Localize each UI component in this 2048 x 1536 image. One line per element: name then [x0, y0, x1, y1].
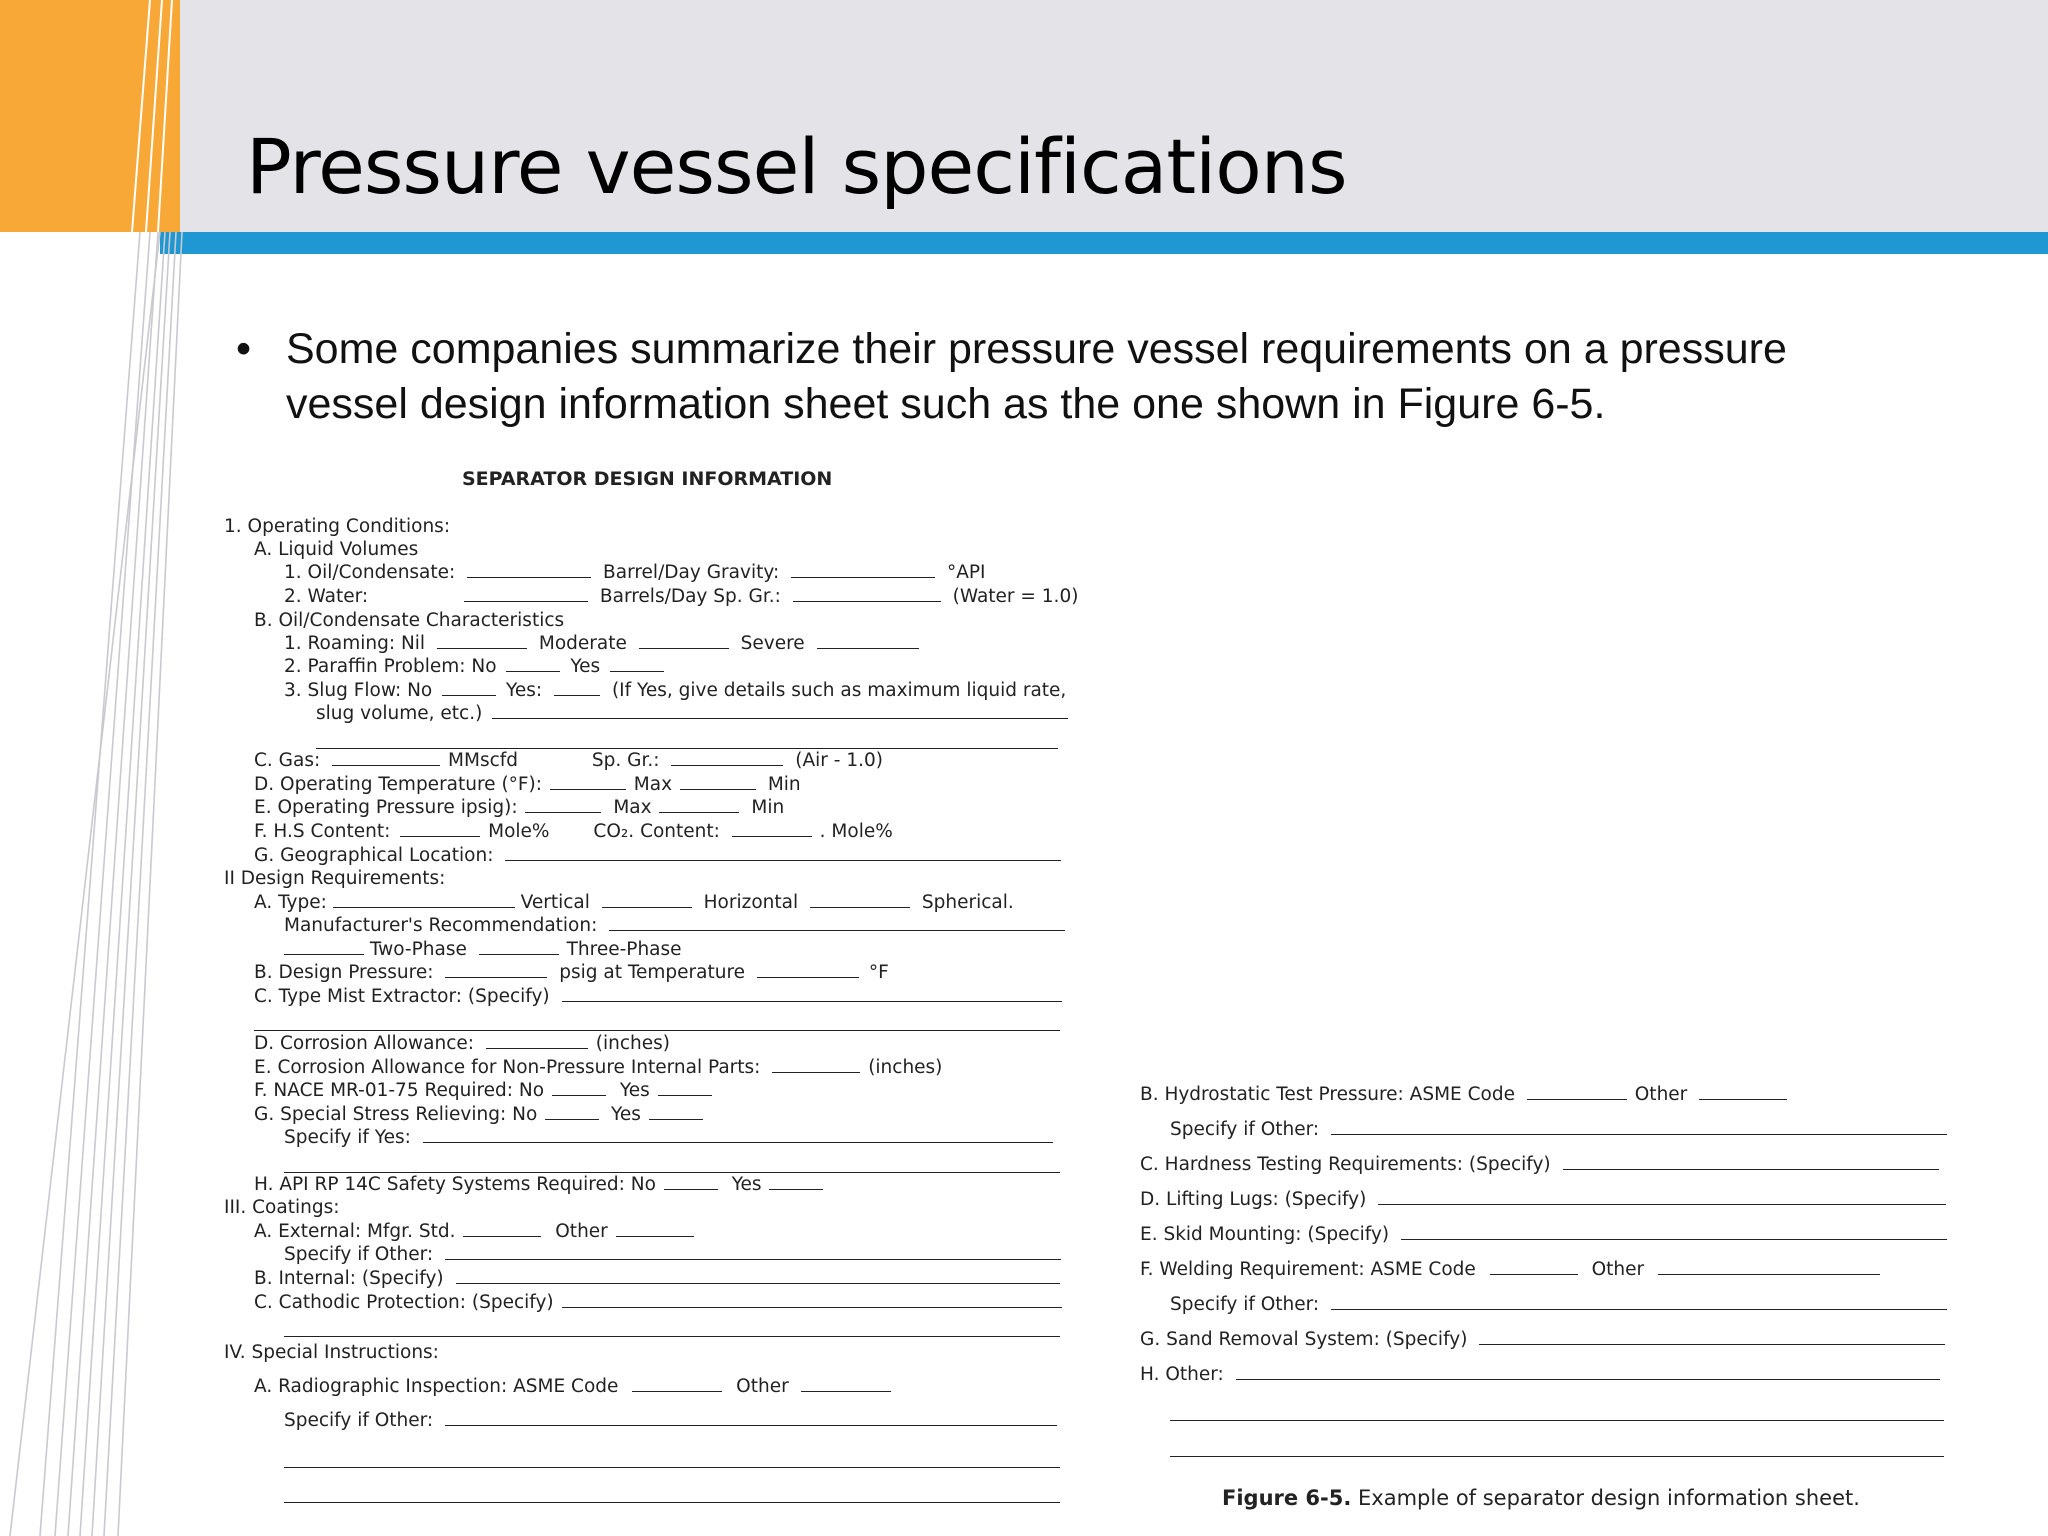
slug-yes-field[interactable] — [554, 681, 600, 696]
paraffin-row — [284, 656, 668, 677]
horizontal-field[interactable] — [810, 893, 910, 908]
co2-field[interactable] — [732, 822, 812, 837]
manufacturer-row — [284, 915, 1065, 936]
op-temp-label: D. Operating Temperature (°F): — [254, 774, 543, 795]
design-temp-field[interactable] — [757, 963, 859, 978]
specify-if-yes-line-2[interactable] — [284, 1172, 1060, 1173]
radiographic-specify-field[interactable] — [445, 1411, 1057, 1426]
welding-asme-field[interactable] — [1490, 1260, 1578, 1275]
bullet-text: Some companies summarize their pressure vessel requirements on a pressure vessel design information sheet such as the one shown in Figure 6-5. — [286, 325, 1787, 428]
oil-characteristics-label: B. Oil/Condensate Characteristics — [254, 610, 565, 631]
stress-relieving-row — [254, 1104, 703, 1125]
lifting-lugs-label: D. Lifting Lugs: (Specify) — [1140, 1189, 1367, 1210]
op-pressure-max-label: Max — [613, 797, 652, 818]
paraffin-yes-label: Yes — [570, 656, 601, 677]
geo-location-label: G. Geographical Location: — [254, 845, 494, 866]
oil-condensate-row — [284, 562, 986, 583]
sand-removal-field[interactable] — [1479, 1330, 1945, 1345]
moderate-label: Moderate — [538, 633, 627, 654]
type-field[interactable] — [333, 899, 515, 908]
section-3-heading: III. Coatings: — [224, 1197, 340, 1218]
slug-volume-row — [316, 703, 1068, 724]
internal-corrosion-field[interactable] — [772, 1058, 860, 1073]
barrel-day-label: Barrel/Day Gravity: — [603, 562, 780, 583]
welding-specify-label: Specify if Other: — [1170, 1294, 1320, 1315]
radiographic-other-field[interactable] — [801, 1377, 891, 1392]
skid-label: E. Skid Mounting: (Specify) — [1140, 1224, 1390, 1245]
internal-inches-unit: (inches) — [868, 1057, 943, 1078]
design-pressure-row — [254, 962, 889, 983]
slug-flow-label: 3. Slug Flow: No — [284, 680, 433, 701]
corrosion-allowance-field[interactable] — [486, 1034, 588, 1049]
co2-unit: . Mole% — [819, 821, 893, 842]
severe-field[interactable] — [817, 634, 919, 649]
paraffin-label: 2. Paraffin Problem: No — [284, 656, 497, 677]
co2-label: CO₂. Content: — [593, 821, 720, 842]
nace-row — [254, 1080, 712, 1101]
external-coating-label: A. External: Mfgr. Std. — [254, 1221, 456, 1242]
geo-location-field[interactable] — [505, 846, 1061, 861]
two-phase-label: Two-Phase — [369, 939, 467, 960]
stress-no-field[interactable] — [545, 1105, 599, 1120]
specify-if-yes-label: Specify if Yes: — [284, 1127, 411, 1148]
stress-yes-field[interactable] — [649, 1105, 703, 1120]
water-row — [284, 586, 1078, 607]
stress-yes-label: Yes — [611, 1104, 641, 1125]
op-pressure-min-label: Min — [751, 797, 785, 818]
other-line-2[interactable] — [1170, 1420, 1944, 1421]
three-phase-label: Three-Phase — [566, 939, 682, 960]
barrels-day-label: Barrels/Day Sp. Gr.: — [599, 586, 781, 607]
design-pressure-field[interactable] — [445, 963, 547, 978]
radiographic-line-3[interactable] — [284, 1502, 1060, 1503]
api-no-field[interactable] — [664, 1175, 718, 1190]
gravity-field[interactable] — [791, 563, 935, 578]
air-unit: (Air - 1.0) — [795, 750, 883, 771]
hardness-field[interactable] — [1563, 1155, 1939, 1170]
h2s-label: F. H.S Content: — [254, 821, 391, 842]
severe-label: Severe — [740, 633, 805, 654]
other-label: H. Other: — [1140, 1364, 1224, 1385]
hydrostatic-row — [1140, 1084, 1787, 1105]
type-row — [254, 892, 1014, 913]
water-field[interactable] — [464, 587, 588, 602]
nace-no-field[interactable] — [552, 1081, 606, 1096]
op-pressure-min-field[interactable] — [659, 798, 739, 813]
welding-other-label: Other — [1591, 1259, 1645, 1280]
op-temp-max-label: Max — [633, 774, 673, 795]
coating-specify-field[interactable] — [445, 1245, 1061, 1260]
coating-specify-row — [284, 1244, 1061, 1265]
op-pressure-row — [254, 797, 784, 818]
external-std-field[interactable] — [463, 1222, 541, 1237]
manufacturer-label: Manufacturer's Recommendation: — [284, 915, 598, 936]
cathodic-line-2[interactable] — [284, 1336, 1060, 1337]
type-label: A. Type: — [254, 892, 327, 913]
radiographic-label: A. Radiographic Inspection: ASME Code — [254, 1376, 619, 1397]
gas-field[interactable] — [332, 751, 440, 766]
api-unit: °API — [946, 562, 986, 583]
water-unit: (Water = 1.0) — [952, 586, 1079, 607]
slug-no-field[interactable] — [442, 681, 496, 696]
other-field[interactable] — [1236, 1365, 1940, 1380]
oil-condensate-field[interactable] — [467, 563, 591, 578]
op-temp-max-field[interactable] — [550, 775, 626, 790]
slug-details-hint: (If Yes, give details such as maximum liquid rate, — [611, 680, 1067, 701]
corrosion-allowance-row — [254, 1033, 670, 1054]
psig-temp-label: psig at Temperature — [559, 962, 746, 983]
vertical-field[interactable] — [602, 893, 692, 908]
mist-extractor-line-2[interactable] — [254, 1030, 1060, 1031]
slide-title: Pressure vessel specifications — [246, 122, 1347, 211]
cathodic-row — [254, 1292, 1062, 1313]
slug-details-line[interactable] — [316, 748, 1058, 749]
sand-removal-label: G. Sand Removal System: (Specify) — [1140, 1329, 1468, 1350]
roaming-nil-field[interactable] — [437, 634, 527, 649]
section-2-heading: II Design Requirements: — [224, 868, 446, 889]
welding-label: F. Welding Requirement: ASME Code — [1140, 1259, 1476, 1280]
hydro-specify-label: Specify if Other: — [1170, 1119, 1320, 1140]
slug-details-field[interactable] — [492, 704, 1068, 719]
slug-volume-label: slug volume, etc.) — [316, 703, 483, 724]
spherical-label: Spherical. — [921, 892, 1014, 913]
nace-yes-field[interactable] — [658, 1081, 712, 1096]
h2s-field[interactable] — [400, 822, 480, 837]
radiographic-specify-row — [284, 1410, 1057, 1431]
radiographic-specify-label: Specify if Other: — [284, 1410, 434, 1431]
gas-sp-gr-label: Sp. Gr.: — [591, 750, 660, 771]
other-line-3[interactable] — [1170, 1456, 1944, 1457]
three-phase-field[interactable] — [479, 940, 559, 955]
sand-removal-row — [1140, 1329, 1945, 1350]
roaming-label: 1. Roaming: Nil — [284, 633, 426, 654]
radiographic-asme-field[interactable] — [632, 1377, 722, 1392]
section-4-heading: IV. Special Instructions: — [224, 1342, 439, 1363]
gas-row — [254, 750, 883, 771]
hydro-specify-field[interactable] — [1331, 1120, 1947, 1135]
hydrostatic-other-label: Other — [1634, 1084, 1688, 1105]
op-temp-min-label: Min — [767, 774, 801, 795]
external-other-label: Other — [555, 1221, 608, 1242]
section-1-heading: 1. Operating Conditions: — [224, 516, 451, 537]
hardness-row — [1140, 1154, 1939, 1175]
hydrostatic-label: B. Hydrostatic Test Pressure: ASME Code — [1140, 1084, 1515, 1105]
gas-label: C. Gas: — [254, 750, 321, 771]
mist-extractor-field[interactable] — [562, 987, 1062, 1002]
paraffin-yes-field[interactable] — [610, 657, 664, 672]
skid-row — [1140, 1224, 1947, 1245]
internal-coating-label: B. Internal: (Specify) — [254, 1268, 444, 1289]
internal-coating-field[interactable] — [456, 1269, 1060, 1284]
hydrostatic-asme-field[interactable] — [1527, 1085, 1627, 1100]
slug-flow-row — [284, 680, 1066, 701]
nace-yes-label: Yes — [619, 1080, 650, 1101]
form-heading: SEPARATOR DESIGN INFORMATION — [462, 468, 833, 490]
lifting-lugs-row — [1140, 1189, 1946, 1210]
welding-specify-row — [1170, 1294, 1947, 1315]
internal-corrosion-row — [254, 1057, 942, 1078]
figure-caption — [1222, 1486, 1860, 1510]
op-temp-min-field[interactable] — [680, 775, 756, 790]
gas-sp-gr-field[interactable] — [671, 751, 783, 766]
external-coating-row — [254, 1221, 694, 1242]
fahrenheit-unit: °F — [868, 962, 889, 983]
welding-specify-field[interactable] — [1331, 1295, 1947, 1310]
phase-row — [284, 939, 682, 960]
stress-relieving-label: G. Special Stress Relieving: No — [254, 1104, 538, 1125]
hardness-label: C. Hardness Testing Requirements: (Specify) — [1140, 1154, 1551, 1175]
internal-corrosion-label: E. Corrosion Allowance for Non-Pressure Internal Parts: — [254, 1057, 761, 1078]
two-phase-field[interactable] — [284, 940, 364, 955]
mist-extractor-row — [254, 986, 1062, 1007]
paraffin-no-field[interactable] — [506, 657, 560, 672]
other-row — [1140, 1364, 1940, 1385]
api-yes-field[interactable] — [769, 1175, 823, 1190]
hydrostatic-other-field[interactable] — [1699, 1085, 1787, 1100]
specify-if-yes-row — [284, 1127, 1053, 1148]
figure-caption-text: Example of separator design information sheet. — [1351, 1486, 1860, 1510]
cathodic-field[interactable] — [562, 1293, 1062, 1308]
op-temp-row — [254, 774, 801, 795]
api-yes-label: Yes — [731, 1174, 762, 1195]
radiographic-line-2[interactable] — [284, 1467, 1060, 1468]
op-pressure-max-field[interactable] — [525, 798, 601, 813]
moderate-field[interactable] — [639, 634, 729, 649]
op-pressure-label: E. Operating Pressure ipsig): — [254, 797, 518, 818]
horizontal-label: Horizontal — [703, 892, 799, 913]
bullet-icon: • — [236, 325, 252, 373]
nace-label: F. NACE MR-01-75 Required: No — [254, 1080, 545, 1101]
cathodic-label: C. Cathodic Protection: (Specify) — [254, 1292, 554, 1313]
welding-other-field[interactable] — [1658, 1260, 1880, 1275]
oil-condensate-label: 1. Oil/Condensate: — [284, 562, 456, 583]
radiographic-other-label: Other — [736, 1376, 789, 1397]
sp-gr-field[interactable] — [793, 587, 941, 602]
figure-caption-label: Figure 6-5. — [1222, 1486, 1352, 1510]
lifting-lugs-field[interactable] — [1378, 1190, 1946, 1205]
roaming-row — [284, 633, 925, 654]
api-rp-label: H. API RP 14C Safety Systems Required: No — [254, 1174, 656, 1195]
geo-location-row — [254, 845, 1061, 866]
hydro-specify-row — [1170, 1119, 1947, 1140]
mist-extractor-label: C. Type Mist Extractor: (Specify) — [254, 986, 550, 1007]
vertical-label: Vertical — [520, 892, 590, 913]
h2s-unit: Mole% — [488, 821, 550, 842]
skid-field[interactable] — [1401, 1225, 1947, 1240]
mmscfd-unit: MMscfd — [448, 750, 519, 771]
liquid-volumes-label: A. Liquid Volumes — [254, 539, 419, 560]
internal-coating-row — [254, 1268, 1060, 1289]
manufacturer-field[interactable] — [609, 916, 1065, 931]
water-label: 2. Water: — [284, 586, 369, 607]
external-other-field[interactable] — [616, 1222, 694, 1237]
specify-if-yes-field[interactable] — [423, 1128, 1053, 1143]
api-rp-row — [254, 1174, 823, 1195]
radiographic-row — [254, 1376, 891, 1397]
corrosion-allowance-label: D. Corrosion Allowance: — [254, 1033, 474, 1054]
welding-row — [1140, 1259, 1880, 1280]
design-pressure-label: B. Design Pressure: — [254, 962, 434, 983]
h2s-row — [254, 821, 893, 842]
slug-yes-label: Yes: — [506, 680, 543, 701]
coating-specify-label: Specify if Other: — [284, 1244, 434, 1265]
inches-unit: (inches) — [595, 1033, 670, 1054]
